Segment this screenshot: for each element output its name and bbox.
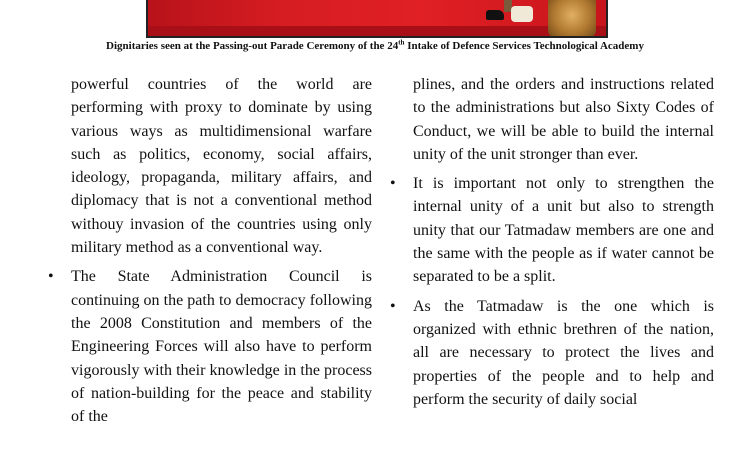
- right-bullet-text-1: It is important not only to strengthen the internal unity of a unit but also to strength unity that our Tatmadaw members are one and the same with the people as if water cannot be separated to be a split.: [413, 175, 714, 286]
- caption-text-start: Dignitaries seen at the Passing-out Parade Ceremony of the 24: [106, 40, 399, 52]
- caption-text-end: Intake of Defence Services Technological Academy: [404, 40, 644, 52]
- bullet-icon: •: [48, 268, 54, 286]
- right-bullet-item-1: [384, 172, 714, 288]
- right-continued-paragraph: plines, and the orders and instructions related to the administrations but also Sixty Codes of Conduct, we will be able to build the internal unity of the unit stronger than ever.: [413, 76, 714, 163]
- photo-ornate-chair: [548, 0, 596, 38]
- right-bullet-text-2: As the Tatmadaw is the one which is organized with ethnic brethren of the nation, all are necessary to protect the lives and properties of the people and to help and perform the security of daily social: [413, 297, 714, 408]
- left-column: [42, 73, 372, 428]
- bullet-icon: •: [390, 175, 396, 193]
- right-bullet-item-2: [384, 295, 714, 411]
- bullet-icon: •: [390, 297, 396, 315]
- photo-caption: [60, 40, 690, 52]
- photo-red-carpet: [148, 26, 606, 36]
- left-continued-paragraph: powerful countries of the world are performing with proxy to dominate by using various ways as multidimensional warfare such as politics, economy, social affairs, ideology, propaganda, military affairs, and diplomacy that is not a conventional method withouy invasion of the countries using only military method as a conventional way.: [71, 76, 372, 257]
- right-column: [384, 73, 714, 411]
- photo-shoe-light: [511, 6, 533, 22]
- left-bullet-item: [42, 265, 372, 428]
- left-bullet-text: The State Administration Council is continuing on the path to democracy following the 2008 Constitution and members of the Engineering Forces will also have to perform vigorously with their knowledge in the process of nation-building for the peace and stability of the: [71, 268, 372, 426]
- caption-superscript: th: [398, 38, 405, 47]
- photo-shoe-dark: [486, 10, 504, 20]
- ceremony-photo: [146, 0, 608, 38]
